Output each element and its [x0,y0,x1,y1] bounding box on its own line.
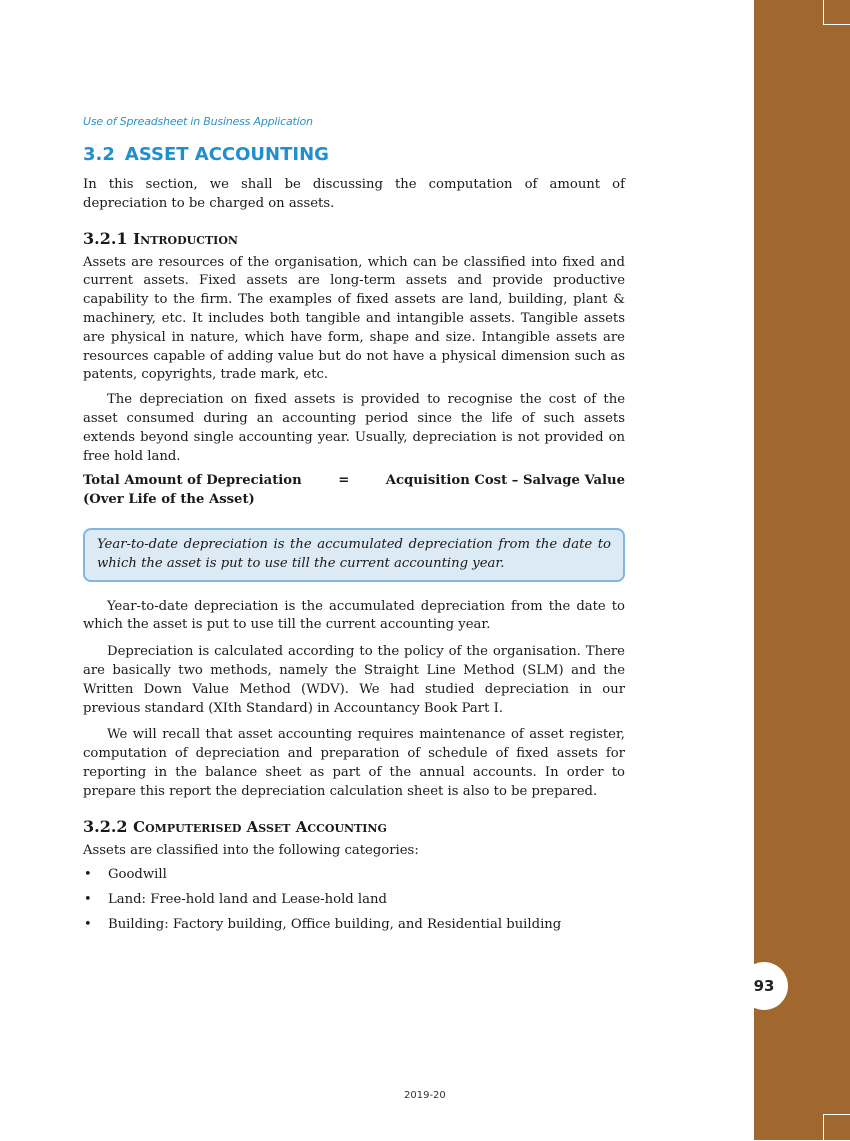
section-title [83,142,625,168]
list-item [83,891,625,910]
subsection-title: Computerised Asset Accounting [133,817,387,836]
section-number: 3.2 [83,144,115,165]
list-item [83,866,625,885]
paragraph: Year-to-date depreciation is the accumulated depreciation from the date to which the asset is put to use till the current accounting year. [83,598,625,633]
paragraph: The depreciation on fixed assets is provided to recognise the cost of the asset consumed during an accounting period since the life of such assets extends beyond single accounting year. Usually, depreciation is not provided on free hold land. [83,392,625,464]
bullet-icon: • [84,867,92,883]
bullet-icon: • [84,916,92,932]
note-text: Year-to-date depreciation is the accumulated depreciation from the date to which the asset is put to use till the current accounting year. [97,536,611,571]
formula-left: Total Amount of Depreciation [83,473,302,489]
subsection-number: 3.2.1 [83,228,128,248]
formula-equals: = [338,473,350,489]
bullet-icon: • [84,892,92,908]
page-number: 93 [740,962,788,1010]
subsection-title: Introduction [133,229,238,248]
page-content [83,142,625,941]
crop-mark-bottom [823,1114,850,1141]
paragraph: Depreciation is calculated according to the policy of the organisation. There are basically two methods, namely the Straight Line Method (SLM) and the Written Down Value Method (WDV). We had studied depreciation in our previous standard (XIth Standard) in Accountancy Book Part I. [83,644,625,716]
crop-mark-top [823,0,850,25]
list-item-text: Land: Free-hold land and Lease-hold land [108,892,387,908]
subsection-heading-computerised [83,816,625,838]
note-box [83,528,625,582]
intro-paragraph: In this section, we shall be discussing the computation of amount of depreciation to be charged on assets. [83,177,625,211]
footer-year: 2019-20 [404,1090,446,1101]
paragraph: We will recall that asset accounting requires maintenance of asset register, computation of depreciation and preparation of schedule of fixed assets for reporting in the balance sheet as part of the annual accounts. In order to prepare this report the depreciation calculation sheet is also to be prepared. [83,727,625,799]
subsection-heading-introduction [83,228,625,250]
formula-right: Acquisition Cost – Salvage Value [385,473,625,489]
depreciation-formula [83,472,625,510]
list-lead: Assets are classified into the following categories: [83,842,419,858]
formula-second-line: (Over Life of the Asset) [83,492,255,508]
list-item-text: Goodwill [108,867,167,883]
asset-category-list [83,866,625,934]
running-head: Use of Spreadsheet in Business Application [83,115,313,128]
list-item [83,916,625,935]
paragraph: Assets are resources of the organisation, which can be classified into fixed and current assets. Fixed assets are long-term assets and provide productive capability to the firm. The examples of fixed assets are land, building, plant & machinery, etc. It includes both tangible and intangible assets. Tangible assets are physical in nature, which have form, shape and size. Intangible assets are resources capable of adding value but do not have a physical dimension such as patents, copyrights, trade mark, etc. [83,254,625,383]
subsection-number: 3.2.2 [83,816,128,836]
section-title-text: ASSET ACCOUNTING [124,144,329,165]
list-item-text: Building: Factory building, Office building, and Residential building [108,916,562,932]
